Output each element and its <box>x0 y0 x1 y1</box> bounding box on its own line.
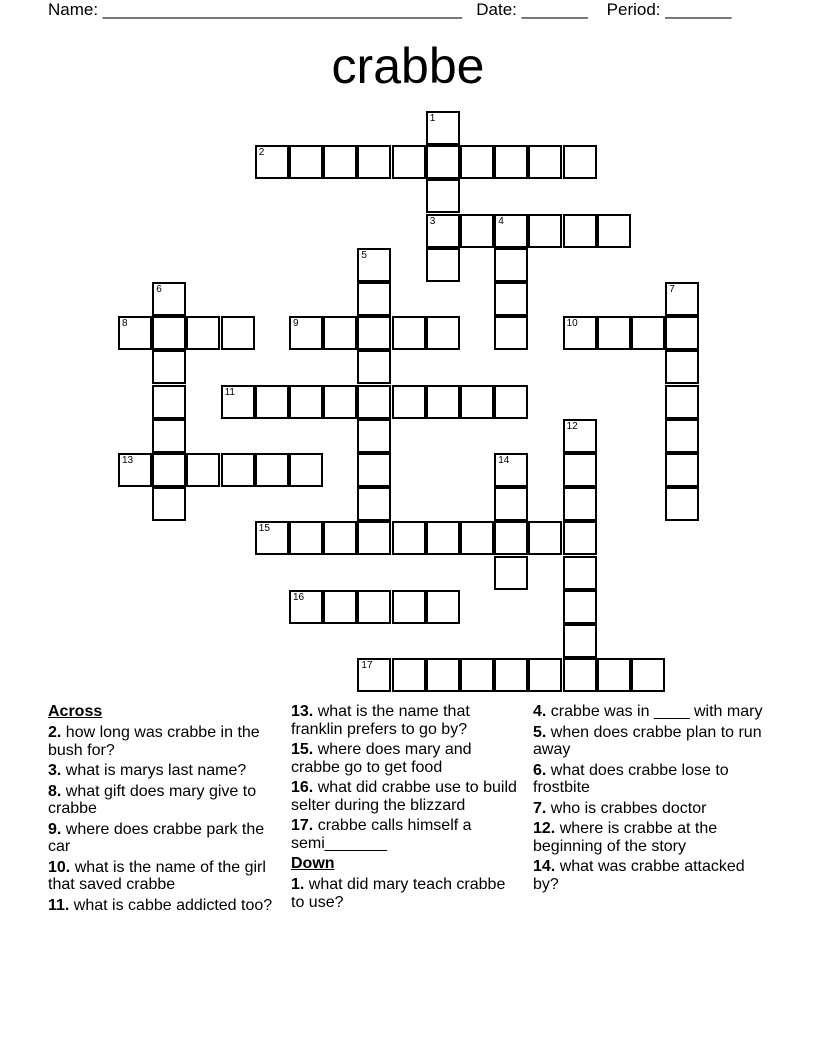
grid-cell[interactable] <box>392 145 426 179</box>
clue-item-text: crabbe was in ____ with mary <box>546 703 763 720</box>
grid-cell[interactable] <box>494 282 528 316</box>
grid-cell[interactable] <box>563 145 597 179</box>
grid-cell[interactable] <box>597 214 631 248</box>
clue-item <box>48 783 278 818</box>
clue-item-number: 17. <box>291 817 314 834</box>
grid-cell[interactable] <box>289 521 323 555</box>
clue-item <box>291 779 521 814</box>
grid-cell[interactable] <box>494 521 528 555</box>
clue-item-text: what does crabbe lose to frostbite <box>533 761 729 796</box>
grid-cell[interactable] <box>563 487 597 521</box>
clue-number: 5 <box>361 249 367 261</box>
clue-item-number: 5. <box>533 723 547 741</box>
grid-cell[interactable] <box>357 282 391 316</box>
grid-cell[interactable] <box>357 248 391 282</box>
clue-item-number: 13. <box>291 703 314 720</box>
grid-cell[interactable] <box>494 385 528 419</box>
grid-cell[interactable] <box>631 658 665 692</box>
clue-item-number: 16. <box>291 779 314 796</box>
clue-item-number: 15. <box>291 741 314 758</box>
grid-cell[interactable] <box>118 453 152 487</box>
grid-cell[interactable] <box>528 521 562 555</box>
clue-item-text: how long was crabbe in the bush for? <box>48 724 260 759</box>
clue-number: 3 <box>429 215 436 227</box>
grid-cell[interactable] <box>563 624 597 658</box>
clue-item-text: what did mary teach crabbe to use? <box>291 876 506 911</box>
grid-cell[interactable] <box>152 419 186 453</box>
grid-cell[interactable] <box>255 385 289 419</box>
grid-cell[interactable] <box>494 453 528 487</box>
grid-cell[interactable] <box>255 521 289 555</box>
clue-item-text: when does crabbe plan to run away <box>533 723 762 758</box>
grid-cell[interactable] <box>152 282 186 316</box>
clue-item <box>291 703 521 738</box>
grid-cell[interactable] <box>563 453 597 487</box>
grid-cell[interactable] <box>494 248 528 282</box>
grid-cell[interactable] <box>460 214 494 248</box>
clue-item <box>48 897 278 915</box>
clue-number: 14 <box>498 455 510 466</box>
clue-item <box>533 820 763 855</box>
grid-cell[interactable] <box>152 350 186 384</box>
grid-cell[interactable] <box>357 487 391 521</box>
grid-cell[interactable] <box>563 521 597 555</box>
clue-item <box>291 741 521 776</box>
grid-cell[interactable] <box>426 385 460 419</box>
clue-number: 7 <box>669 284 675 295</box>
grid-cell[interactable] <box>221 453 255 487</box>
grid-cell[interactable] <box>357 590 391 624</box>
grid-cell[interactable] <box>255 453 289 487</box>
across-heading: Across <box>48 703 103 720</box>
down-heading: Down <box>291 855 335 872</box>
grid-cell[interactable] <box>426 658 460 692</box>
grid-cell[interactable] <box>563 316 597 350</box>
grid-cell[interactable] <box>392 590 426 624</box>
clue-item-number: 7. <box>533 799 547 817</box>
clue-item <box>533 800 763 818</box>
clue-item <box>533 858 763 893</box>
clue-number: 12 <box>566 420 578 432</box>
name-date-period-line: Name: ______________________________________ Date: _______ Period: _______ <box>48 0 732 19</box>
clue-item-text: what is the name of the girl that saved crabbe <box>48 858 266 893</box>
grid-cell[interactable] <box>665 487 699 521</box>
grid-cell[interactable] <box>357 350 391 384</box>
grid-cell[interactable] <box>357 419 391 453</box>
grid-cell[interactable] <box>460 658 494 692</box>
clue-number: 9 <box>293 318 299 330</box>
grid-cell[interactable] <box>152 487 186 521</box>
grid-cell[interactable] <box>563 556 597 590</box>
clue-item-number: 1. <box>291 876 305 893</box>
grid-cell[interactable] <box>255 145 289 179</box>
clue-number: 10 <box>566 318 578 330</box>
grid-cell[interactable] <box>665 282 699 316</box>
clue-item-number: 6. <box>533 761 547 779</box>
grid-cell[interactable] <box>152 385 186 419</box>
clue-number: 4 <box>498 215 504 227</box>
clue-item-number: 3. <box>48 762 62 779</box>
grid-cell[interactable] <box>186 453 220 487</box>
clue-item-text: crabbe calls himself a semi_______ <box>291 817 472 852</box>
clue-item-number: 11. <box>48 896 70 914</box>
grid-cell[interactable] <box>631 316 665 350</box>
grid-cell[interactable] <box>392 385 426 419</box>
grid-cell[interactable] <box>563 419 597 453</box>
puzzle-title: crabbe <box>331 38 485 94</box>
grid-cell[interactable] <box>563 590 597 624</box>
grid-cell[interactable] <box>323 521 357 555</box>
grid-cell[interactable] <box>494 145 528 179</box>
grid-cell[interactable] <box>426 214 460 248</box>
grid-cell[interactable] <box>665 316 699 350</box>
clue-item-number: 14. <box>533 858 556 875</box>
clues-column-2 <box>291 703 521 914</box>
clue-item <box>533 703 763 721</box>
clue-item-number: 9. <box>48 820 62 838</box>
clue-item <box>291 817 521 852</box>
grid-cell[interactable] <box>357 453 391 487</box>
grid-cell[interactable] <box>528 214 562 248</box>
clue-item-number: 8. <box>48 782 62 800</box>
grid-cell[interactable] <box>426 521 460 555</box>
grid-cell[interactable] <box>426 111 460 145</box>
clue-item <box>291 876 521 911</box>
grid-cell[interactable] <box>392 521 426 555</box>
grid-cell[interactable] <box>494 487 528 521</box>
clue-item-number: 12. <box>533 820 556 837</box>
grid-cell[interactable] <box>665 385 699 419</box>
clue-number: 17 <box>361 660 373 672</box>
clues-column-1 <box>48 703 278 917</box>
grid-cell[interactable] <box>392 316 426 350</box>
grid-cell[interactable] <box>494 214 528 248</box>
grid-cell[interactable] <box>152 316 186 350</box>
grid-cell[interactable] <box>289 590 323 624</box>
clue-item-text: where does crabbe park the car <box>48 820 265 855</box>
grid-cell[interactable] <box>563 658 597 692</box>
grid-cell[interactable] <box>221 385 255 419</box>
grid-cell[interactable] <box>186 316 220 350</box>
clue-item-number: 4. <box>533 703 547 720</box>
grid-cell[interactable] <box>597 658 631 692</box>
clues-column-3 <box>533 703 763 896</box>
clue-item-text: what is cabbe addicted too? <box>69 896 273 914</box>
clue-number: 15 <box>258 523 270 535</box>
clue-item-text: what is the name that franklin prefers to go by? <box>291 703 470 738</box>
grid-cell[interactable] <box>426 145 460 179</box>
grid-cell[interactable] <box>494 658 528 692</box>
clue-item-text: what was crabbe attacked by? <box>533 858 745 893</box>
clue-item <box>48 762 278 780</box>
grid-cell[interactable] <box>426 316 460 350</box>
clue-item <box>48 821 278 856</box>
clue-item <box>533 724 763 759</box>
grid-cell[interactable] <box>357 385 391 419</box>
grid-cell[interactable] <box>460 385 494 419</box>
grid-cell[interactable] <box>665 350 699 384</box>
grid-cell[interactable] <box>289 145 323 179</box>
grid-cell[interactable] <box>323 145 357 179</box>
clue-item-text: where is crabbe at the beginning of the story <box>533 820 718 855</box>
grid-cell[interactable] <box>665 419 699 453</box>
grid-cell[interactable] <box>460 145 494 179</box>
clue-item-text: what is marys last name? <box>61 762 247 779</box>
grid-cell[interactable] <box>528 658 562 692</box>
clue-number: 1 <box>429 113 436 124</box>
grid-cell[interactable] <box>357 145 391 179</box>
clue-item-text: who is crabbes doctor <box>546 799 707 817</box>
grid-cell[interactable] <box>426 590 460 624</box>
clue-number: 6 <box>156 284 162 295</box>
clue-item-text: what gift does mary give to crabbe <box>48 782 257 817</box>
grid-cell[interactable] <box>118 316 152 350</box>
grid-cell[interactable] <box>221 316 255 350</box>
clue-number: 2 <box>258 147 265 159</box>
grid-cell[interactable] <box>494 556 528 590</box>
grid-cell[interactable] <box>323 590 357 624</box>
clue-number: 13 <box>122 455 134 466</box>
grid-cell[interactable] <box>323 316 357 350</box>
clue-number: 16 <box>293 591 305 603</box>
clue-item-number: 10. <box>48 858 71 876</box>
grid-cell[interactable] <box>494 316 528 350</box>
clue-item-number: 2. <box>48 724 62 741</box>
grid-cell[interactable] <box>392 658 426 692</box>
grid-cell[interactable] <box>289 453 323 487</box>
grid-cell[interactable] <box>357 316 391 350</box>
clue-item <box>533 762 763 797</box>
grid-cell[interactable] <box>152 453 186 487</box>
clue-item <box>48 724 278 759</box>
grid-cell[interactable] <box>460 521 494 555</box>
clue-number: 11 <box>224 386 235 398</box>
grid-cell[interactable] <box>597 316 631 350</box>
grid-cell[interactable] <box>665 453 699 487</box>
grid-cell[interactable] <box>357 658 391 692</box>
grid-cell[interactable] <box>357 521 391 555</box>
grid-cell[interactable] <box>289 316 323 350</box>
grid-cell[interactable] <box>289 385 323 419</box>
grid-cell[interactable] <box>323 385 357 419</box>
clue-item-text: where does mary and crabbe go to get food <box>291 741 472 776</box>
clue-number: 8 <box>122 318 128 330</box>
clue-item-text: what did crabbe use to build selter during the blizzard <box>291 779 517 814</box>
grid-cell[interactable] <box>426 248 460 282</box>
clue-item <box>48 859 278 894</box>
grid-cell[interactable] <box>528 145 562 179</box>
grid-cell[interactable] <box>563 214 597 248</box>
grid-cell[interactable] <box>426 179 460 213</box>
